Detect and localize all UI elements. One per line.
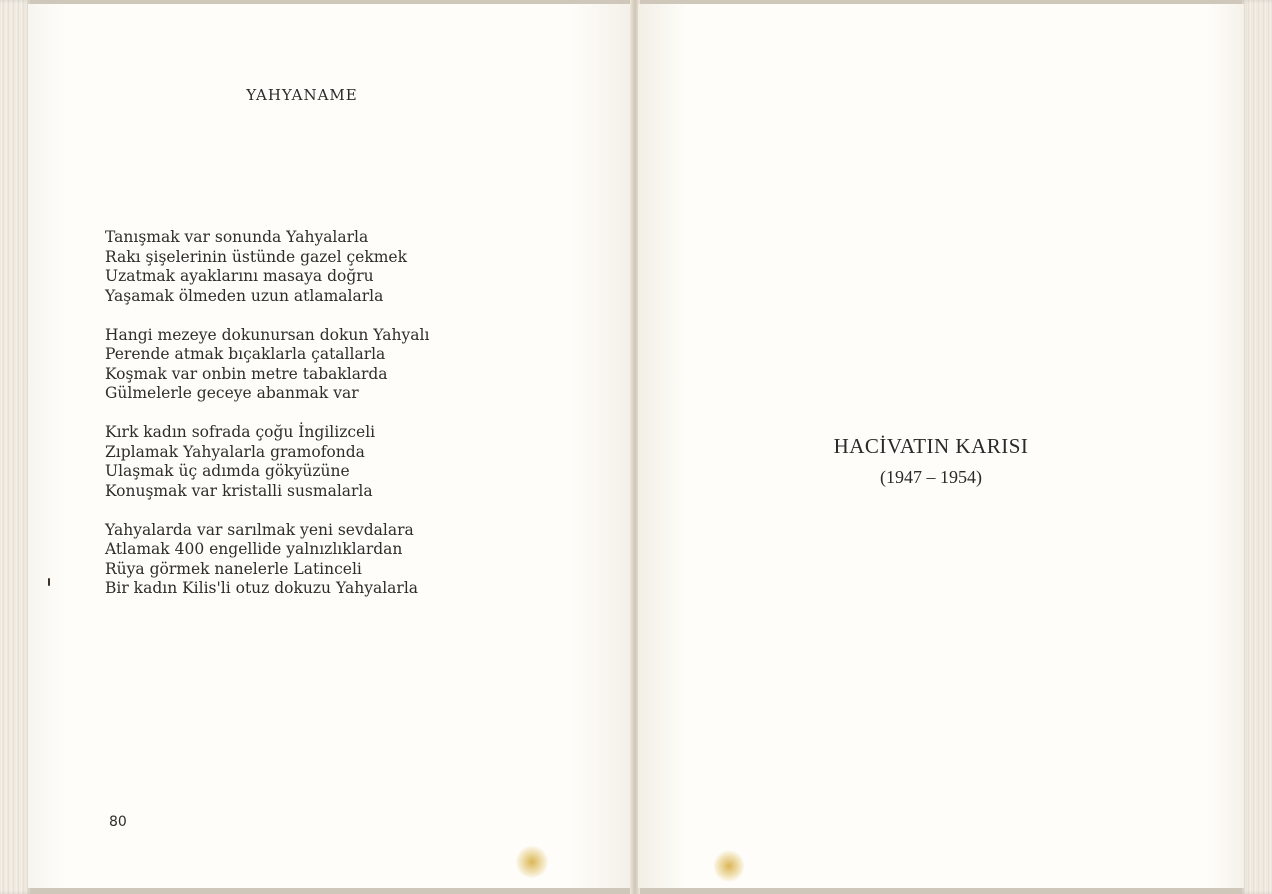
poem-line: Kırk kadın sofrada çoğu İngilizceli	[105, 423, 376, 441]
age-stain	[516, 846, 548, 878]
poem-line: Zıplamak Yahyalarla gramofonda	[105, 442, 365, 461]
poem-line: Rüya görmek nanelerle Latinceli	[105, 559, 362, 578]
poem-line: Hangi mezeye dokunursan dokun Yahyalı	[105, 325, 430, 344]
poem-line: Tanışmak var sonunda Yahyalarla	[105, 228, 369, 246]
poem-line: Yaşamak ölmeden uzun atlamalarla	[105, 286, 384, 305]
age-stain	[714, 850, 744, 882]
stanza	[105, 521, 429, 599]
right-page-edges	[1242, 0, 1272, 894]
poem-line: Ulaşmak üç adımda gökyüzüne	[105, 462, 350, 480]
poem-line: Uzatmak ayaklarını masaya doğru	[105, 267, 374, 285]
stanza	[105, 423, 429, 501]
poem-line: Gülmelerle geceye abanmak var	[105, 384, 359, 402]
poem	[105, 228, 429, 618]
running-head: YAHYANAME	[246, 86, 358, 104]
poem-line: Rakı şişelerinin üstünde gazel çekmek	[105, 247, 407, 266]
poem-line: Atlamak 400 engellide yalnızlıklardan	[105, 540, 403, 558]
stanza	[105, 228, 429, 306]
section-title: HACİVATIN KARISI	[833, 434, 1029, 458]
left-page	[28, 4, 632, 888]
right-page	[638, 4, 1244, 888]
section-dates: (1947 – 1954)	[880, 467, 982, 487]
poem-line: Perende atmak bıçaklarla çatallarla	[105, 345, 386, 363]
left-page-edges	[0, 0, 30, 894]
poem-line: Bir kadın Kilis'li otuz dokuzu Yahyalarla	[105, 579, 419, 597]
poem-line: Yahyalarda var sarılmak yeni sevdalara	[105, 520, 414, 539]
ink-speck	[48, 578, 50, 586]
stanza	[105, 326, 429, 404]
poem-line: Koşmak var onbin metre tabaklarda	[105, 364, 388, 383]
page-number: 80	[109, 814, 127, 830]
poem-line: Konuşmak var kristalli susmalarla	[105, 481, 373, 500]
